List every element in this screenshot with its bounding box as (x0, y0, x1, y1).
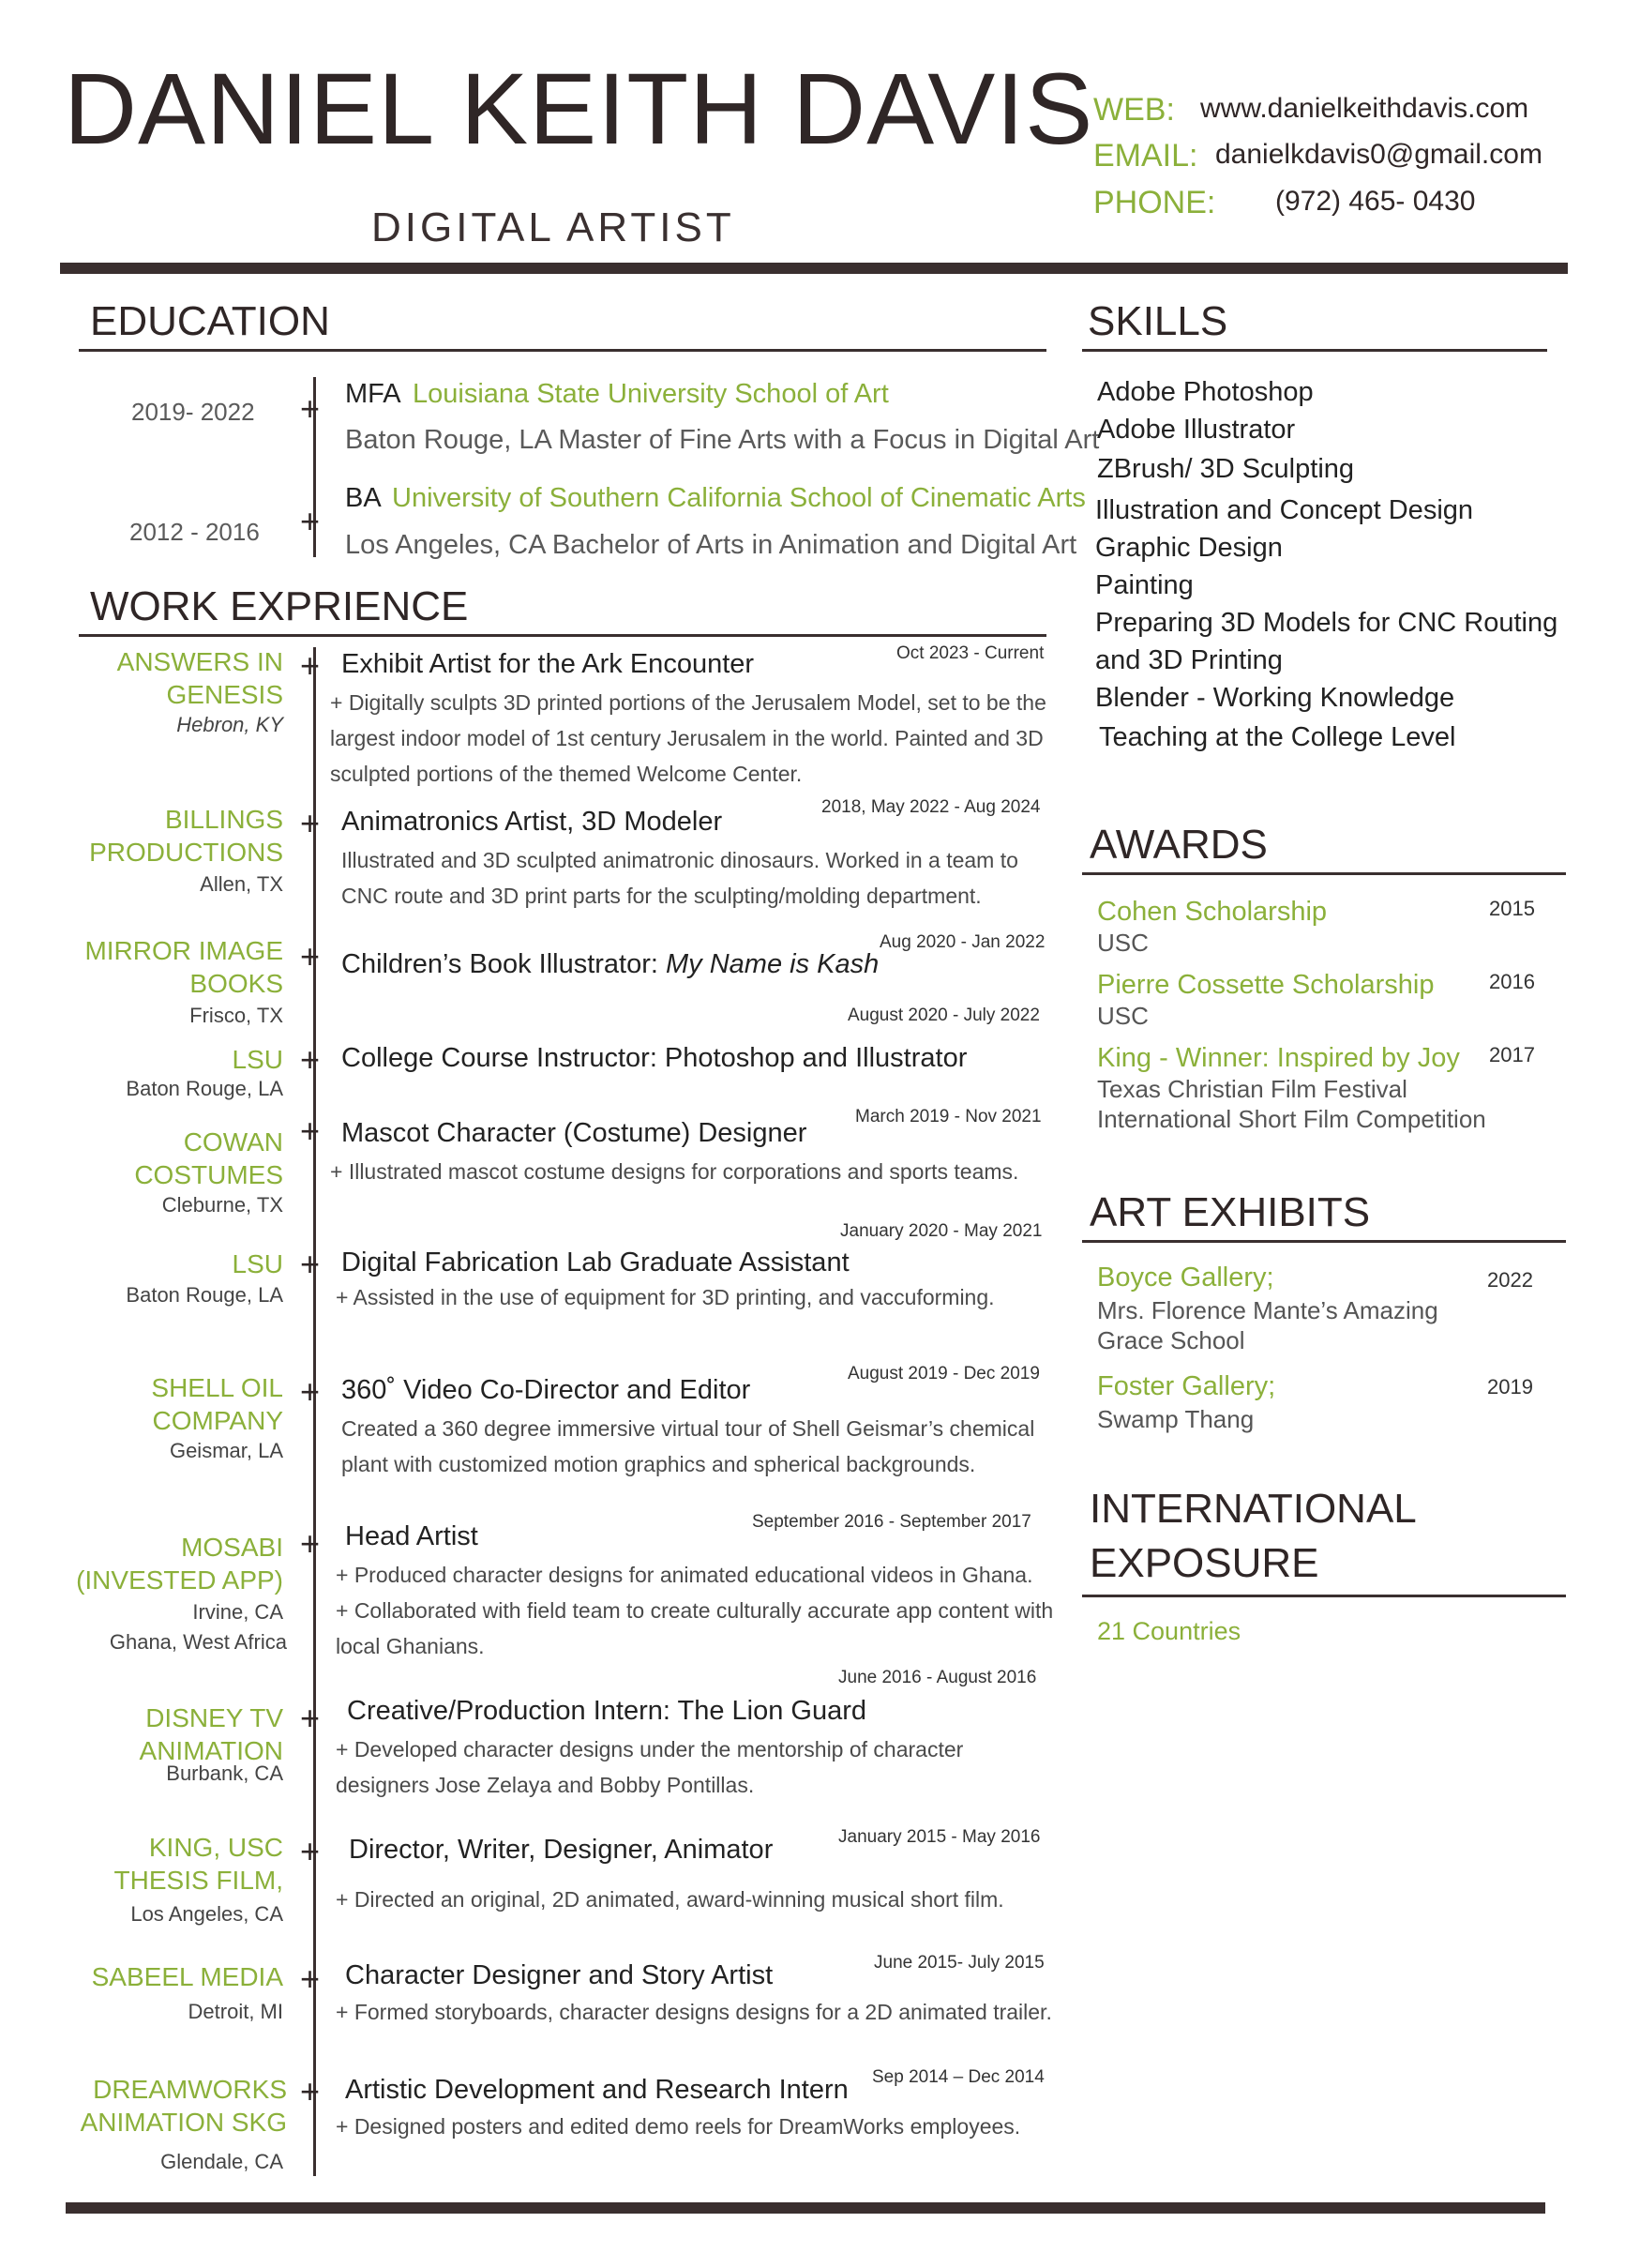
job-location: Baton Rouge, LA (126, 1283, 283, 1307)
international-heading-line1: INTERNATIONAL (1090, 1486, 1417, 1532)
job-org: KING, USC THESIS FILM, (113, 1833, 283, 1895)
skill-item: Preparing 3D Models for CNC Routing (1095, 608, 1558, 638)
job-description: + Developed character designs under the mentorship of character designers Jose Zelaya and Bobby Pontillas. (336, 1737, 964, 1797)
award-year: 2017 (1489, 1043, 1535, 1066)
job-description: Created a 360 degree immersive virtual tour of Shell Geismar’s chemical plant with customized motion graphics and spherical backgrounds. (341, 1416, 1035, 1476)
header-divider (60, 263, 1568, 274)
email-label: EMAIL: (1093, 138, 1198, 174)
job-description: Illustrated and 3D sculpted animatronic dinosaurs. Worked in a team to CNC route and 3D print parts for the sculpting/molding department. (341, 848, 1018, 908)
job-title (341, 949, 879, 980)
job-location: Burbank, CA (166, 1761, 283, 1785)
school: University of Southern California School of Cinematic Arts (392, 483, 1086, 513)
timeline-plus-icon: + (300, 1245, 321, 1283)
job-title: Mascot Character (Costume) Designer (341, 1118, 807, 1148)
award-detail: USC (1097, 929, 1149, 957)
job-title: Head Artist (345, 1521, 478, 1551)
exhibit-detail: Mrs. Florence Mante’s Amazing (1097, 1296, 1438, 1324)
timeline-plus-icon: + (300, 646, 321, 685)
job-org: ANSWERS IN GENESIS (116, 647, 283, 709)
international-heading-line2: EXPOSURE (1090, 1540, 1319, 1586)
award-year: 2015 (1489, 897, 1535, 920)
school: Louisiana State University School of Art (413, 379, 889, 409)
job-description: + Designed posters and edited demo reels for DreamWorks employees. (336, 2114, 1021, 2139)
job-location: Hebron, KY (176, 713, 283, 736)
job-date: Oct 2023 - Current (896, 643, 1045, 663)
job-location: Irvine, CA (192, 1600, 283, 1624)
skill-item: Adobe Photoshop (1097, 377, 1314, 407)
timeline-plus-icon: + (300, 1832, 321, 1870)
award-name: Pierre Cossette Scholarship (1097, 970, 1435, 1000)
book-title: My Name is Kash (666, 949, 880, 979)
timeline-plus-icon: + (300, 1372, 321, 1411)
job-date: Aug 2020 - Jan 2022 (880, 932, 1046, 952)
job-date: September 2016 - September 2017 (752, 1512, 1031, 1532)
skill-item: Graphic Design (1095, 533, 1283, 563)
phone-value: (972) 465- 0430 (1275, 186, 1476, 217)
job-date: January 2015 - May 2016 (838, 1827, 1041, 1847)
job-title: Creative/Production Intern: The Lion Guard (347, 1696, 867, 1726)
timeline-plus-icon: + (300, 389, 321, 428)
timeline-plus-icon: + (300, 2072, 321, 2110)
education-detail: Los Angeles, CA Bachelor of Arts in Animation and Digital Art (345, 530, 1077, 560)
job-org: DREAMWORKS ANIMATION SKG (80, 2075, 287, 2137)
exhibit-year: 2022 (1487, 1268, 1533, 1292)
timeline-plus-icon: + (300, 804, 321, 842)
job-date: January 2020 - May 2021 (840, 1221, 1043, 1241)
skill-item: Teaching at the College Level (1099, 722, 1456, 752)
job-date: March 2019 - Nov 2021 (855, 1107, 1042, 1126)
resume-title: DIGITAL ARTIST (371, 204, 735, 250)
job-org: DISNEY TV ANIMATION (139, 1703, 283, 1765)
job-date: August 2019 - Dec 2019 (848, 1364, 1040, 1383)
job-org: SHELL OIL COMPANY (151, 1373, 283, 1435)
awards-heading: AWARDS (1090, 822, 1268, 868)
job-title: Animatronics Artist, 3D Modeler (341, 807, 723, 837)
job-location: Ghana, West Africa (109, 1630, 287, 1654)
exhibit-year: 2019 (1487, 1375, 1533, 1399)
timeline-plus-icon: + (300, 502, 321, 540)
award-detail: USC (1097, 1002, 1149, 1030)
skills-rule (1082, 349, 1547, 352)
award-detail: International Short Film Competition (1097, 1105, 1486, 1133)
job-date: June 2015- July 2015 (874, 1953, 1045, 1973)
job-org: LSU (232, 1249, 283, 1278)
job-date: June 2016 - August 2016 (838, 1668, 1037, 1687)
work-rule (79, 634, 1046, 637)
job-title: Digital Fabrication Lab Graduate Assistant (341, 1247, 850, 1278)
skills-heading: SKILLS (1088, 298, 1228, 344)
work-heading: WORK EXPRIENCE (90, 583, 469, 629)
email-value[interactable]: danielkdavis0@gmail.com (1215, 139, 1542, 170)
skill-item: Adobe Illustrator (1097, 415, 1296, 445)
skill-item: Painting (1095, 570, 1194, 600)
job-org: MOSABI (INVESTED APP) (76, 1533, 283, 1595)
exhibit-detail: Grace School (1097, 1326, 1245, 1354)
award-name: Cohen Scholarship (1097, 897, 1328, 927)
countries-count: 21 Countries (1097, 1617, 1241, 1645)
award-detail: Texas Christian Film Festival (1097, 1075, 1407, 1103)
job-description: + Assisted in the use of equipment for 3D printing, and vaccuforming. (336, 1285, 995, 1309)
job-location: Geismar, LA (169, 1439, 283, 1462)
job-title: Exhibit Artist for the Ark Encounter (341, 649, 755, 679)
job-location: Detroit, MI (188, 2000, 283, 2023)
job-title: 360˚ Video Co-Director and Editor (341, 1375, 751, 1405)
job-title: Director, Writer, Designer, Animator (349, 1835, 774, 1865)
job-description: + Collaborated with field team to create culturally accurate app content with local Ghanians. (336, 1598, 1054, 1658)
degree: MFA (345, 379, 401, 409)
exhibit-name: Boyce Gallery; (1097, 1263, 1274, 1293)
timeline-plus-icon: + (300, 1524, 321, 1563)
job-title: Character Designer and Story Artist (345, 1960, 774, 1990)
skill-item: ZBrush/ 3D Sculpting (1097, 454, 1355, 484)
job-org: LSU (232, 1045, 283, 1074)
education-detail: Baton Rouge, LA Master of Fine Arts with a Focus in Digital Art (345, 425, 1100, 455)
job-date: Sep 2014 – Dec 2014 (872, 2067, 1045, 2087)
job-org: COWAN COSTUMES (134, 1127, 283, 1189)
job-title: Artistic Development and Research Intern (345, 2075, 849, 2105)
job-location: Baton Rouge, LA (126, 1077, 283, 1100)
timeline-plus-icon: + (300, 937, 321, 975)
job-location: Los Angeles, CA (130, 1902, 283, 1926)
job-title-text: Children’s Book Illustrator: (341, 949, 667, 979)
job-title: College Course Instructor: Photoshop and Illustrator (341, 1043, 968, 1073)
job-location: Allen, TX (200, 872, 283, 896)
timeline-plus-icon: + (300, 1111, 321, 1150)
web-value[interactable]: www.danielkeithdavis.com (1200, 93, 1529, 124)
job-location: Frisco, TX (189, 1004, 283, 1027)
phone-label: PHONE: (1093, 185, 1216, 220)
web-label: WEB: (1093, 92, 1175, 128)
job-org: BILLINGS PRODUCTIONS (89, 805, 283, 867)
skill-item: Blender - Working Knowledge (1095, 683, 1455, 713)
skill-item: Illustration and Concept Design (1095, 495, 1474, 525)
exhibit-name: Foster Gallery; (1097, 1371, 1276, 1401)
job-date: August 2020 - July 2022 (848, 1005, 1040, 1025)
job-org: MIRROR IMAGE BOOKS (84, 936, 283, 998)
footer-divider (66, 2202, 1545, 2214)
education-years: 2019- 2022 (131, 398, 255, 426)
exhibit-detail: Swamp Thang (1097, 1405, 1255, 1433)
job-description: + Illustrated mascot costume designs for corporations and sports teams. (330, 1159, 1019, 1184)
exhibits-rule (1082, 1240, 1566, 1243)
education-heading: EDUCATION (90, 298, 330, 344)
job-location: Cleburne, TX (161, 1193, 283, 1217)
skill-item: and 3D Printing (1095, 645, 1283, 675)
job-location: Glendale, CA (160, 2150, 283, 2173)
timeline-plus-icon: + (300, 1040, 321, 1079)
job-description: + Directed an original, 2D animated, award-winning musical short film. (336, 1887, 1004, 1912)
degree: BA (345, 483, 382, 513)
award-name: King - Winner: Inspired by Joy (1097, 1043, 1460, 1073)
job-description: + Formed storyboards, character designs designs for a 2D animated trailer. (336, 2000, 1052, 2024)
award-year: 2016 (1489, 970, 1535, 993)
education-rule (79, 349, 1046, 352)
awards-rule (1082, 872, 1566, 875)
job-date: 2018, May 2022 - Aug 2024 (821, 797, 1041, 817)
job-description: + Produced character designs for animated educational videos in Ghana. (336, 1563, 1033, 1587)
education-years: 2012 - 2016 (129, 518, 260, 546)
resume-name: DANIEL KEITH DAVIS (64, 52, 1094, 165)
exhibits-heading: ART EXHIBITS (1090, 1189, 1371, 1235)
timeline-plus-icon: + (300, 1699, 321, 1737)
job-org: SABEEL MEDIA (91, 1962, 283, 1991)
job-description: + Digitally sculpts 3D printed portions of the Jerusalem Model, set to be the largest indoor model of 1st century Jerusalem in the world. Painted and 3D sculpted portions of the themed Welcome Center. (330, 690, 1046, 786)
work-timeline (313, 647, 316, 2176)
timeline-plus-icon: + (300, 1959, 321, 1998)
international-rule (1082, 1595, 1566, 1597)
